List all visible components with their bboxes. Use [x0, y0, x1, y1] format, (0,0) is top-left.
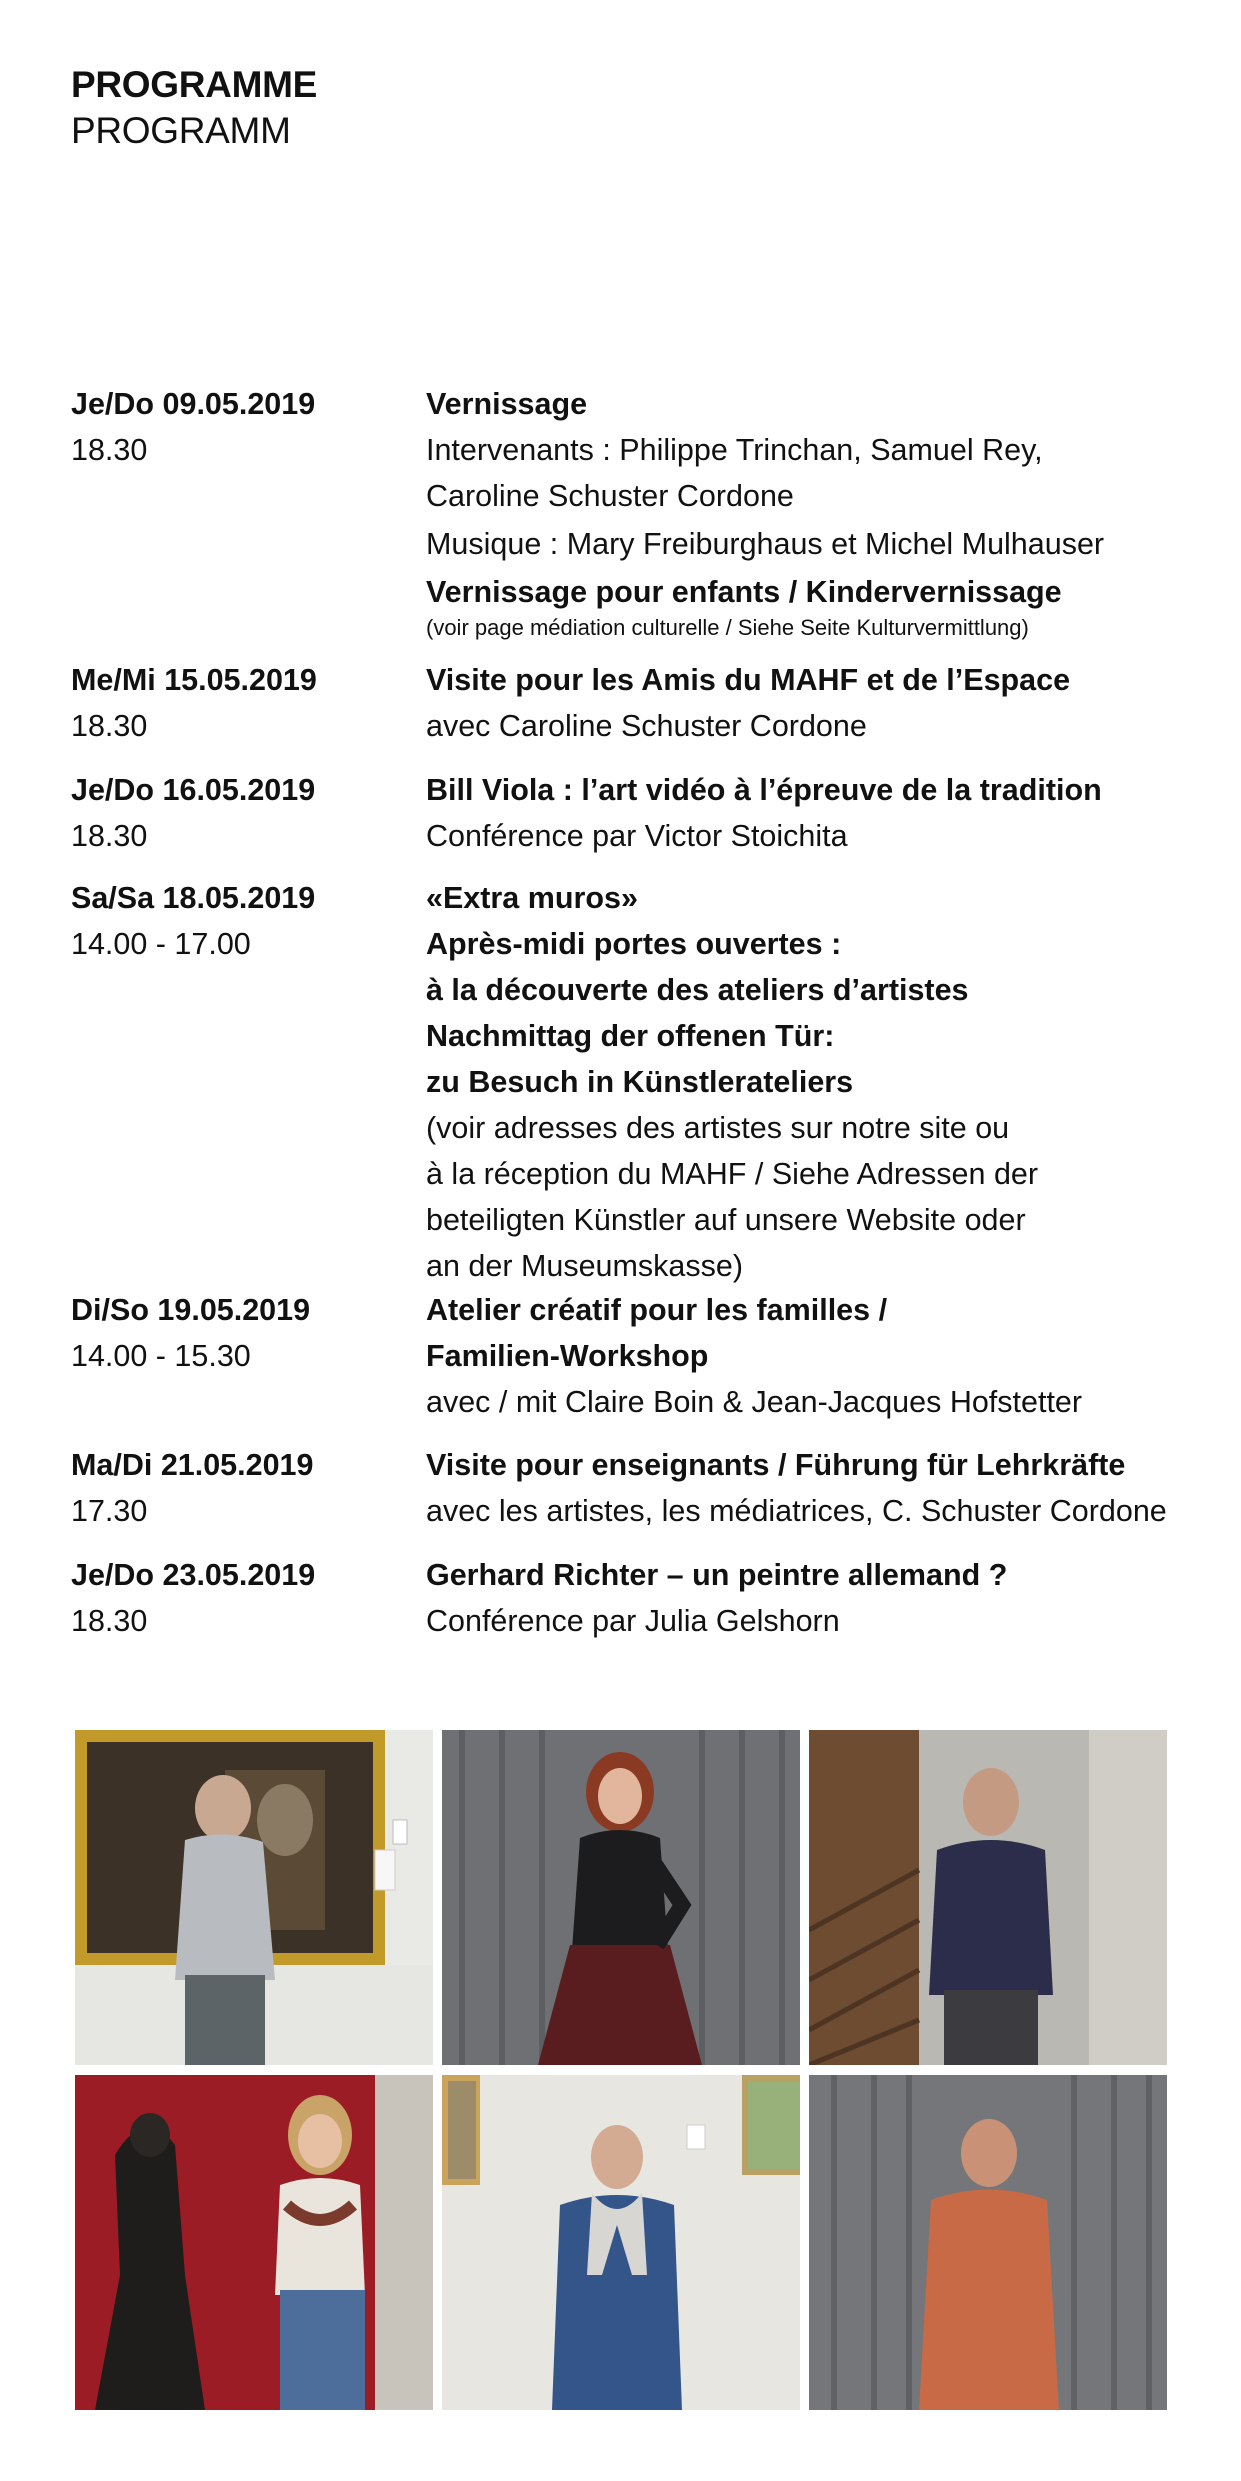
event-line: à la découverte des ateliers d’artistes — [426, 973, 969, 1007]
event-item — [71, 1442, 1191, 1552]
event-item — [71, 657, 1191, 767]
event-line: Musique : Mary Freiburghaus et Michel Mulhauser — [426, 527, 1105, 561]
event-title: Gerhard Richter – un peintre allemand ? — [426, 1558, 1008, 1592]
event-date: Je/Do 16.05.2019 — [71, 773, 316, 807]
event-title: Visite pour enseignants / Führung für Lehrkräfte — [426, 1448, 1126, 1482]
event-date: Sa/Sa 18.05.2019 — [71, 881, 316, 915]
event-line: Conférence par Victor Stoichita — [426, 819, 848, 853]
event-line: beteiligten Künstler auf unsere Website oder — [426, 1203, 1026, 1237]
event-line: à la réception du MAHF / Siehe Adressen der — [426, 1157, 1039, 1191]
event-time: 17.30 — [71, 1494, 148, 1528]
event-title: Bill Viola : l’art vidéo à l’épreuve de la tradition — [426, 773, 1102, 807]
artist-photo — [75, 2075, 433, 2410]
event-item — [71, 1552, 1191, 1652]
event-date: Je/Do 09.05.2019 — [71, 387, 316, 421]
event-date: Je/Do 23.05.2019 — [71, 1558, 316, 1592]
event-date: Ma/Di 21.05.2019 — [71, 1448, 314, 1482]
event-line: Vernissage pour enfants / Kindervernissage — [426, 575, 1062, 609]
artist-photo — [442, 2075, 800, 2410]
event-time: 14.00 - 17.00 — [71, 927, 251, 961]
event-item — [71, 1287, 1191, 1442]
event-item — [71, 381, 1191, 657]
event-line: an der Museumskasse) — [426, 1249, 743, 1283]
page-title: PROGRAMME — [71, 64, 318, 105]
event-item — [71, 767, 1191, 875]
event-time: 14.00 - 15.30 — [71, 1339, 251, 1373]
event-date: Me/Mi 15.05.2019 — [71, 663, 317, 697]
event-line: Après-midi portes ouvertes : — [426, 927, 842, 961]
page-header — [71, 62, 317, 154]
page-subtitle: PROGRAMM — [71, 110, 291, 151]
event-date: Di/So 19.05.2019 — [71, 1293, 311, 1327]
programme-list — [71, 381, 1191, 1652]
event-time: 18.30 — [71, 1604, 148, 1638]
event-line: Familien-Workshop — [426, 1339, 709, 1373]
artist-photo — [75, 1730, 433, 2065]
event-line: avec Caroline Schuster Cordone — [426, 709, 867, 743]
event-title: «Extra muros» — [426, 881, 638, 915]
event-item — [71, 875, 1191, 1287]
event-line: Nachmittag der offenen Tür: — [426, 1019, 835, 1053]
event-line: (voir adresses des artistes sur notre site ou — [426, 1111, 1010, 1145]
event-line: zu Besuch in Künstlerateliers — [426, 1065, 854, 1099]
event-time: 18.30 — [71, 709, 148, 743]
event-time: 18.30 — [71, 819, 148, 853]
artist-photo — [809, 1730, 1167, 2065]
event-line: Caroline Schuster Cordone — [426, 479, 794, 513]
artist-photo — [809, 2075, 1167, 2410]
artist-photo — [442, 1730, 800, 2065]
event-line: Conférence par Julia Gelshorn — [426, 1604, 840, 1638]
event-title: Visite pour les Amis du MAHF et de l’Espace — [426, 663, 1071, 697]
event-time: 18.30 — [71, 433, 148, 467]
event-line: avec / mit Claire Boin & Jean-Jacques Hofstetter — [426, 1385, 1083, 1419]
event-note: (voir page médiation culturelle / Siehe Seite Kulturvermittlung) — [426, 615, 1029, 640]
event-title: Atelier créatif pour les familles / — [426, 1293, 888, 1327]
event-title: Vernissage — [426, 387, 588, 421]
event-line: Intervenants : Philippe Trinchan, Samuel Rey, — [426, 433, 1043, 467]
event-line: avec les artistes, les médiatrices, C. Schuster Cordone — [426, 1494, 1167, 1528]
photo-grid — [75, 1730, 1167, 2412]
